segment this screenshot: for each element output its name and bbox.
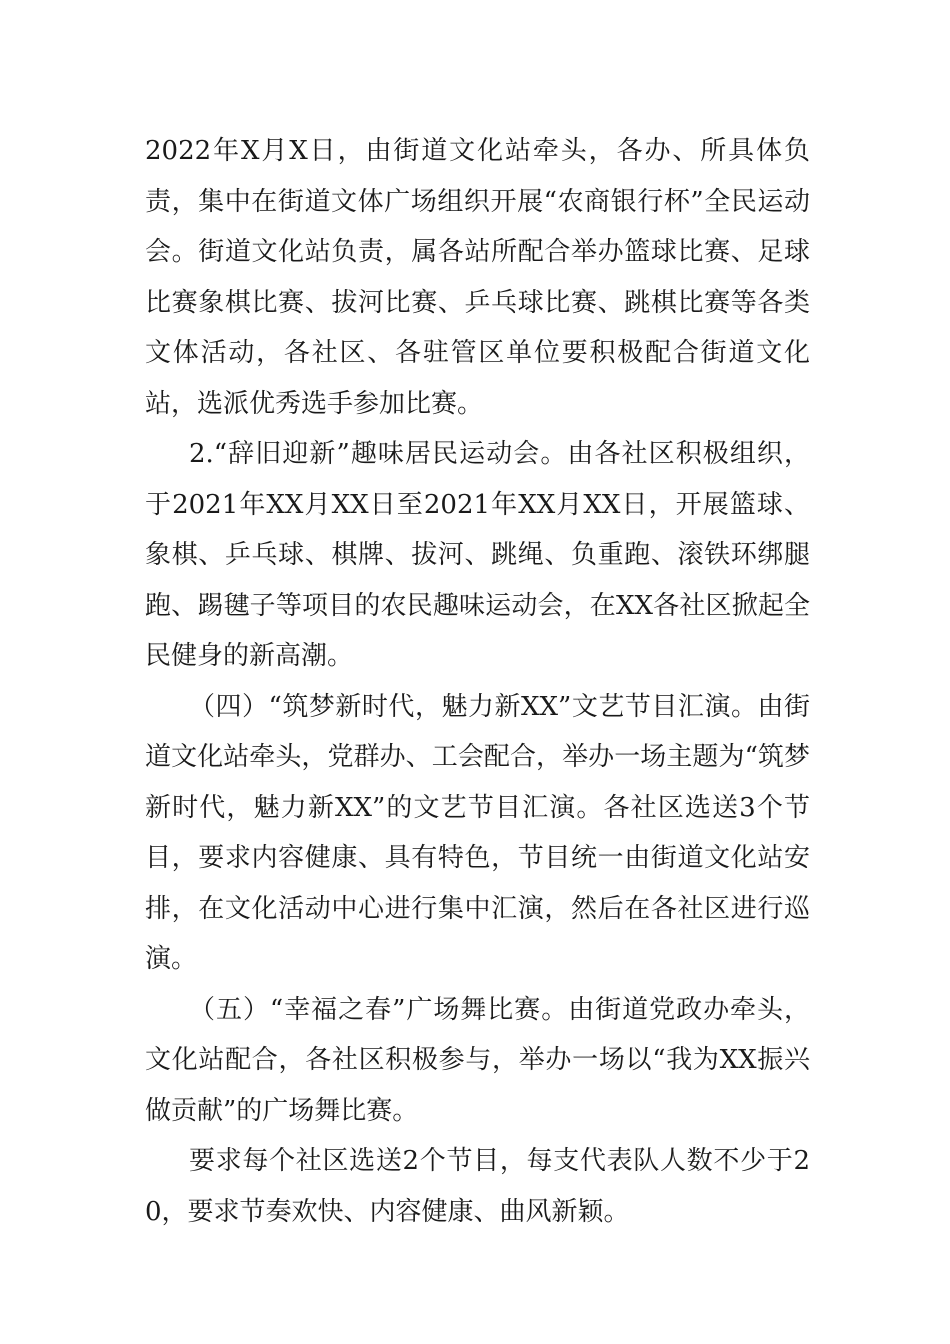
paragraph-arts-performance: （四）“筑梦新时代，魅力新XX”文艺节目汇演。由街道文化站牵头，党群办、工会配合，举办一场主题为“筑梦新时代，魅力新XX”的文艺节目汇演。各社区选送3个节目，要求内容健康、具有特色，节目统一由街道文化站安排，在文化活动中心进行集中汇演，然后在各社区进行巡演。: [145, 691, 810, 974]
paragraph-square-dance: （五）“幸福之春”广场舞比赛。由街道党政办牵头，文化站配合，各社区积极参与，举办一场以“我为XX振兴做贡献”的广场舞比赛。: [145, 994, 810, 1126]
paragraph-requirements: 要求每个社区选送2个节目，每支代表队人数不少于20，要求节奏欢快、内容健康、曲风新颖。: [145, 1146, 810, 1227]
document-body: [145, 126, 810, 1237]
paragraph-fun-games: 2.“辞旧迎新”趣味居民运动会。由各社区积极组织，于2021年XX月XX日至2021年XX月XX日，开展篮球、象棋、乒乓球、棋牌、拔河、跳绳、负重跑、滚铁环绑腿跑、踢毽子等项目的农民趣味运动会，在XX各社区掀起全民健身的新高潮。: [145, 439, 810, 671]
paragraph-sports-meet-continued: 2022年X月X日，由街道文化站牵头，各办、所具体负责，集中在街道文体广场组织开展“农商银行杯”全民运动会。街道文化站负责，属各站所配合举办篮球比赛、足球比赛象棋比赛、拔河比赛、乒乓球比赛、跳棋比赛等各类文体活动，各社区、各驻管区单位要积极配合街道文化站，选派优秀选手参加比赛。: [145, 136, 810, 419]
